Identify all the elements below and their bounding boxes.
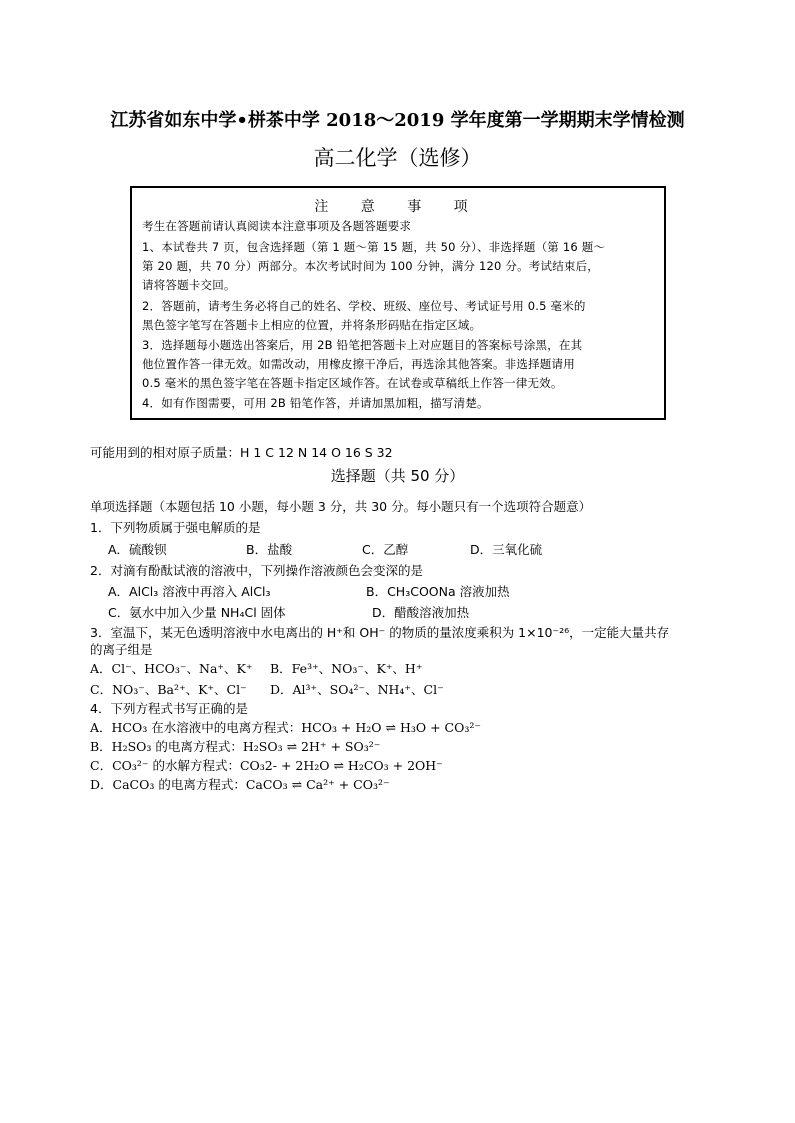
q2-option-c: C．氨水中加入少量 NH₄Cl 固体 bbox=[108, 605, 286, 620]
q3-option-a: A．Cl⁻、HCO₃⁻、Na⁺、K⁺ bbox=[90, 661, 253, 676]
q1-option-d: D．三氧化硫 bbox=[470, 542, 543, 557]
q1-stem: 1．下列物质属于强电解质的是 bbox=[90, 520, 261, 535]
exam-title: 江苏省如东中学•栟茶中学 2018～2019 学年度第一学期期末学情检测 bbox=[110, 110, 685, 131]
notice-box bbox=[130, 186, 666, 420]
instructions: 单项选择题（本题包括 10 小题，每小题 3 分，共 30 分。每小题只有一个选项符合题意） bbox=[90, 499, 592, 514]
notice-line: 请将答题卡交回。 bbox=[142, 278, 236, 292]
notice-line: 黑色签字笔写在答题卡上相应的位置，并将条形码贴在指定区域。 bbox=[142, 318, 482, 332]
q1-option-b: B．盐酸 bbox=[246, 542, 293, 557]
q1-option-c: C．乙醇 bbox=[362, 542, 409, 557]
notice-line: 第 20 题，共 70 分）两部分。本次考试时间为 100 分钟，满分 120 分。考试结束后， bbox=[142, 259, 600, 273]
notice-line: 他位置作答一律无效。如需改动，用橡皮擦干净后，再选涂其他答案。非选择题请用 bbox=[142, 357, 575, 371]
section-title: 选择题（共 50 分） bbox=[330, 467, 465, 485]
q3-stem-cont: 的离子组是 bbox=[90, 642, 153, 657]
notice-line: 4．如有作图需要，可用 2B 铅笔作答，并请加黑加粗，描写清楚。 bbox=[142, 396, 489, 410]
notice-line: 1、本试卷共 7 页，包含选择题（第 1 题～第 15 题，共 50 分）、非选择题（第 16 题～ bbox=[142, 240, 606, 254]
notice-line: 0.5 毫米的黑色签字笔在答题卡指定区域作答。在试卷或草稿纸上作答一律无效。 bbox=[142, 376, 563, 390]
q4-option-c: C．CO₃²⁻ 的水解方程式：CO₃2- + 2H₂O ⇌ H₂CO₃ + 2OH⁻ bbox=[90, 758, 443, 773]
q2-stem: 2．对滴有酚酞试液的溶液中，下列操作溶液颜色会变深的是 bbox=[90, 563, 423, 578]
q3-option-d: D．Al³⁺、SO₄²⁻、NH₄⁺、Cl⁻ bbox=[270, 682, 444, 697]
q4-stem: 4．下列方程式书写正确的是 bbox=[90, 701, 248, 716]
q2-option-d: D．醋酸溶液加热 bbox=[372, 605, 470, 620]
q4-option-b: B．H₂SO₃ 的电离方程式：H₂SO₃ ⇌ 2H⁺ + SO₃²⁻ bbox=[90, 739, 381, 754]
q1-option-a: A．硫酸钡 bbox=[108, 542, 167, 557]
notice-line: 考生在答题前请认真阅读本注意事项及各题答题要求 bbox=[142, 219, 412, 233]
q3-option-c: C．NO₃⁻、Ba²⁺、K⁺、Cl⁻ bbox=[90, 682, 247, 697]
q2-option-a: A．AlCl₃ 溶液中再溶入 AlCl₃ bbox=[108, 584, 271, 599]
exam-subtitle: 高二化学（选修） bbox=[313, 146, 482, 170]
q3-stem: 3．室温下，某无色透明溶液中水电离出的 H⁺和 OH⁻ 的物质的量浓度乘积为 1×10⁻²⁶，一定能大量共存 bbox=[90, 625, 670, 640]
q3-option-b: B．Fe³⁺、NO₃⁻、K⁺、H⁺ bbox=[270, 661, 423, 676]
notice-line: 3．选择题每小题选出答案后，用 2B 铅笔把答题卡上对应题目的答案标号涂黑，在其 bbox=[142, 338, 583, 352]
atomic-masses: 可能用到的相对原子质量：H 1 C 12 N 14 O 16 S 32 bbox=[90, 445, 393, 460]
q2-option-b: B．CH₃COONa 溶液加热 bbox=[366, 584, 510, 599]
notice-heading: 注 意 事 项 bbox=[314, 199, 482, 215]
q4-option-d: D．CaCO₃ 的电离方程式：CaCO₃ ⇌ Ca²⁺ + CO₃²⁻ bbox=[90, 777, 390, 792]
q4-option-a: A．HCO₃ 在水溶液中的电离方程式：HCO₃ + H₂O ⇌ H₃O + CO₃²⁻ bbox=[90, 720, 481, 735]
notice-line: 2．答题前，请考生务必将自己的姓名、学校、班级、座位号、考试证号用 0.5 毫米的 bbox=[142, 299, 586, 313]
